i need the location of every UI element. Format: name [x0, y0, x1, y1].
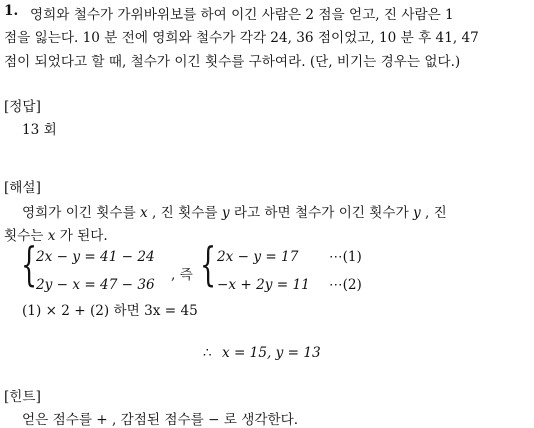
problem-line-1: 영희와 철수가 가위바위보를 하여 이긴 사람은 2 점을 얻고, 진 사람은 1: [30, 7, 454, 23]
therefore-line: [203, 345, 321, 361]
system-2-brace: {: [200, 237, 217, 291]
problem-number: 1.: [4, 3, 19, 19]
answer-header: [정답]: [4, 99, 41, 115]
therefore-symbol: ∴: [203, 345, 212, 361]
system-2-eq-1-tag: ⋯(1): [329, 249, 362, 265]
problem-line-3: 점이 되었다고 할 때, 철수가 이긴 횟수를 구하여라. (단, 비기는 경우는 없다.): [4, 54, 461, 70]
system-2-eq-1: 2x − y = 17: [217, 249, 299, 265]
solution-header: [해설]: [4, 180, 41, 196]
problem-line-2: 점을 잃는다. 10 분 전에 영희와 철수가 각각 24, 36 점이었고, 10 분 후 41, 47: [4, 30, 479, 46]
result: x = 15, y = 13: [221, 345, 321, 361]
solution-line-1: 영희가 이긴 횟수를 x , 진 횟수를 y 라고 하면 철수가 이긴 횟수가 y , 진: [22, 205, 447, 221]
system-1-eq-2: 2y − x = 47 − 36: [36, 277, 155, 293]
hint-header: [힌트]: [4, 389, 41, 405]
system-1-brace: {: [21, 237, 38, 291]
system-1-eq-1: 2x − y = 41 − 24: [36, 249, 155, 265]
solution-line-2: 횟수는 x 가 된다.: [4, 228, 108, 244]
combine-step: (1) × 2 + (2) 하면 3x = 45: [22, 303, 198, 319]
connector-text: , 즉: [171, 267, 193, 283]
system-2-eq-2: −x + 2y = 11: [217, 277, 310, 293]
system-2-eq-2-tag: ⋯(2): [329, 277, 362, 293]
answer-value: 13 회: [22, 122, 57, 138]
hint-text: 얻은 점수를 + , 감점된 점수를 − 로 생각한다.: [22, 412, 299, 428]
